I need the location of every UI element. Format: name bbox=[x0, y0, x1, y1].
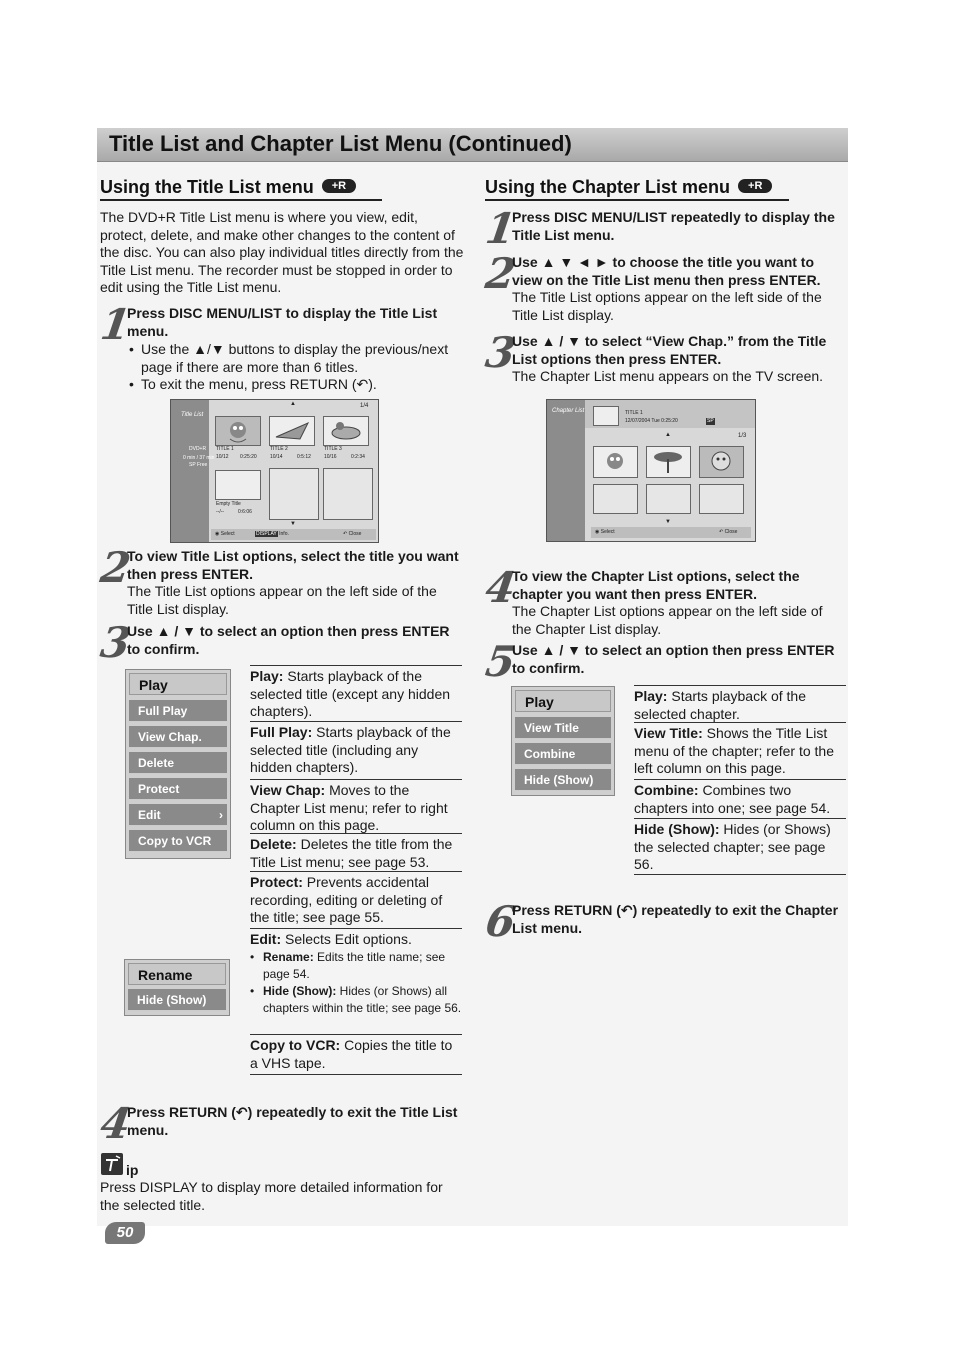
step-number: 4 bbox=[482, 563, 519, 612]
chapter-options-menu bbox=[511, 686, 615, 796]
disc-free: SP Free bbox=[189, 462, 208, 468]
step-number: 2 bbox=[482, 249, 519, 298]
def-view-title: View Title: Shows the Title List menu of the chapter; refer to the left column on this page. bbox=[634, 722, 846, 779]
chapter-title-name: TITLE 1 bbox=[625, 410, 643, 416]
step-title: Press RETURN (↶) repeatedly to exit the Title List menu. bbox=[127, 1104, 458, 1138]
title-name: TITLE 1 bbox=[216, 446, 234, 452]
step-bullets bbox=[127, 341, 476, 394]
def-hide-show: Hide (Show): Hides (or Shows) the selected chapter; see page 56. bbox=[634, 818, 846, 875]
screen-label: Chapter List bbox=[552, 408, 585, 414]
title-duration: 0:2:34 bbox=[351, 454, 365, 460]
step-number: 1 bbox=[482, 204, 519, 253]
empty-slot bbox=[646, 484, 691, 514]
step-title: To view Title List options, select the title you want then press ENTER. bbox=[127, 548, 459, 582]
def-copy-to-vcr: Copy to VCR: Copies the title to a VHS tape. bbox=[250, 1034, 462, 1075]
menu-item-full-play[interactable]: Full Play bbox=[129, 700, 227, 722]
title-name: TITLE 2 bbox=[270, 446, 288, 452]
title-thumbnail[interactable] bbox=[269, 416, 315, 446]
title-duration: 0:25:20 bbox=[240, 454, 257, 460]
def-play: Play: Starts playback of the selected chapter. bbox=[634, 685, 846, 723]
step-title: Use ▲ / ▼ to select an option then press ENTER to confirm. bbox=[127, 623, 450, 657]
chapter-list-screen bbox=[546, 399, 756, 542]
chapter-thumbnail[interactable] bbox=[699, 446, 744, 478]
edit-submenu bbox=[124, 959, 230, 1016]
footer-select: ◉ Select bbox=[595, 529, 615, 535]
empty-title-duration: 0:6:06 bbox=[238, 509, 252, 515]
screen-label: Title List bbox=[181, 412, 204, 418]
def-hide-show: • Hide (Show): Hides (or Shows) all chapters within the title; see page 56. bbox=[250, 983, 462, 1015]
chapter-list-heading: Using the Chapter List menu +R bbox=[485, 177, 772, 198]
step-number: 6 bbox=[482, 897, 519, 946]
menu-item-view-chap[interactable]: View Chap. bbox=[129, 726, 227, 748]
page-title: Title List and Chapter List Menu (Continued) bbox=[109, 131, 572, 156]
chapter-thumbnail[interactable] bbox=[593, 446, 638, 478]
step-number: 5 bbox=[482, 637, 519, 686]
step-text: The Chapter List menu appears on the TV screen. bbox=[512, 368, 824, 384]
def-delete: Delete: Deletes the title from the Title List menu; see page 53. bbox=[250, 833, 462, 872]
step-title: Press RETURN (↶) repeatedly to exit the Chapter List menu. bbox=[512, 902, 839, 936]
def-protect: Protect: Prevents accidental recording, editing or deleting of the title; see page 55. bbox=[250, 871, 462, 928]
title-duration: 0:5:12 bbox=[297, 454, 311, 460]
empty-slot bbox=[699, 484, 744, 514]
chevron-right-icon: › bbox=[219, 808, 223, 822]
chapter-thumbnail[interactable] bbox=[646, 446, 691, 478]
title-date: 10/14 bbox=[270, 454, 283, 460]
step-text: The Chapter List options appear on the left side of the Chapter List display. bbox=[512, 603, 823, 637]
step-number: 2 bbox=[97, 543, 134, 592]
footer-close: ↶ Close bbox=[343, 531, 362, 537]
step-text: The Title List options appear on the left side of the Title List display. bbox=[127, 583, 437, 617]
menu-item-combine[interactable]: Combine bbox=[515, 743, 611, 765]
title-thumbnail[interactable] bbox=[323, 416, 369, 446]
title-list-heading: Using the Title List menu +R bbox=[100, 177, 356, 198]
def-view-chap: View Chap: Moves to the Chapter List menu; refer to right column on this page. bbox=[250, 779, 462, 833]
title-list-screen bbox=[170, 399, 379, 543]
menu-item-view-title[interactable]: View Title bbox=[515, 717, 611, 739]
step-title: Use ▲ ▼ ◄ ► to choose the title you want to view on the Title List menu then press ENTER. bbox=[512, 254, 821, 288]
dvd-plus-r-badge: +R bbox=[322, 179, 356, 193]
heading-rule bbox=[100, 199, 382, 201]
def-full-play: Full Play: Starts playback of the selected title (including any hidden chapters). bbox=[250, 721, 462, 779]
record-mode-badge: SP bbox=[707, 418, 714, 424]
step-number: 3 bbox=[482, 328, 519, 377]
step-text: The Title List options appear on the left side of the Title List display. bbox=[512, 289, 822, 323]
chapter-title-date: 12/07/2004 Tue 0:25:20 bbox=[625, 418, 678, 424]
up-arrow-icon: ▲ bbox=[290, 401, 296, 407]
page-title-bar bbox=[97, 128, 848, 162]
intro-paragraph: The DVD+R Title List menu is where you view, edit, protect, delete, and make other changes to the content of the disc. You can also play individual titles directly from the Title List menu. The recorder must be stopped in order to edit using the Title List menu. bbox=[100, 209, 464, 296]
def-edit: Edit: Selects Edit options. • Rename: Edits the title name; see page 54. • Hide (Show): Hides (or Shows) all chapters within the title; see page 56. bbox=[250, 928, 462, 1034]
title-thumbnail[interactable] bbox=[215, 416, 261, 446]
title-options-menu bbox=[125, 669, 231, 859]
dvd-plus-r-badge: +R bbox=[738, 179, 772, 193]
empty-title-name: Empty Title bbox=[216, 501, 241, 507]
down-arrow-icon: ▼ bbox=[665, 519, 671, 525]
footer-select: ◉ Select bbox=[215, 531, 235, 537]
submenu-item-rename[interactable]: Rename bbox=[128, 963, 226, 985]
menu-item-play[interactable]: Play bbox=[515, 690, 611, 712]
submenu-item-hide-show[interactable]: Hide (Show) bbox=[128, 989, 226, 1011]
empty-slot bbox=[323, 468, 373, 520]
up-arrow-icon: ▲ bbox=[665, 432, 671, 438]
menu-item-hide-show[interactable]: Hide (Show) bbox=[515, 769, 611, 791]
down-arrow-icon: ▼ bbox=[290, 521, 296, 527]
menu-item-protect[interactable]: Protect bbox=[129, 778, 227, 800]
title-date: 10/16 bbox=[324, 454, 337, 460]
step-number: 3 bbox=[97, 618, 134, 667]
title-date: 10/12 bbox=[216, 454, 229, 460]
bullet-item: • Use the ▲/▼ buttons to display the previous/next page if there are more than 6 titles. bbox=[141, 341, 476, 376]
bullet-item: • To exit the menu, press RETURN (↶). bbox=[141, 376, 476, 394]
tip-text: Press DISPLAY to display more detailed information for the selected title. bbox=[100, 1179, 443, 1213]
def-combine: Combine: Combines two chapters into one; see page 54. bbox=[634, 779, 846, 818]
step-title: Use ▲ / ▼ to select an option then press ENTER to confirm. bbox=[512, 642, 835, 676]
title-thumbnail bbox=[593, 406, 619, 426]
step-title: Press DISC MENU/LIST repeatedly to display the Title List menu. bbox=[512, 209, 835, 243]
tip-label: ip bbox=[126, 1162, 139, 1178]
menu-item-edit[interactable]: Edit › bbox=[129, 804, 227, 826]
step-title: Use ▲ / ▼ to select “View Chap.” from the Title List options then press ENTER. bbox=[512, 333, 827, 367]
menu-item-delete[interactable]: Delete bbox=[129, 752, 227, 774]
step-number: 1 bbox=[97, 300, 134, 349]
def-play: Play: Starts playback of the selected title (except any hidden chapters). bbox=[250, 665, 462, 721]
empty-title-thumbnail[interactable] bbox=[215, 470, 261, 500]
disc-usage: 0 min / 37 min bbox=[183, 455, 215, 461]
page-indicator: 1/4 bbox=[360, 403, 369, 409]
page-number: 50 bbox=[105, 1222, 145, 1244]
title-name: TITLE 3 bbox=[324, 446, 342, 452]
menu-item-play[interactable]: Play bbox=[129, 673, 227, 695]
disc-type: DVD+R bbox=[189, 446, 207, 452]
tip-icon bbox=[101, 1153, 123, 1175]
def-rename: • Rename: Edits the title name; see page 54. bbox=[250, 949, 446, 981]
footer-info: DISPLAY Info. bbox=[256, 531, 289, 537]
page-indicator: 1/3 bbox=[738, 433, 747, 439]
step-title: Press DISC MENU/LIST to display the Title List menu. bbox=[127, 305, 438, 339]
footer-close: ↶ Close bbox=[719, 529, 738, 535]
menu-item-copy-to-vcr[interactable]: Copy to VCR bbox=[129, 830, 227, 852]
empty-slot bbox=[269, 468, 319, 520]
heading-rule bbox=[485, 199, 789, 201]
step-number: 4 bbox=[97, 1099, 134, 1148]
step-title: To view the Chapter List options, select the chapter you want then press ENTER. bbox=[512, 568, 800, 602]
empty-title-date: --/-- bbox=[216, 509, 225, 515]
empty-slot bbox=[593, 484, 638, 514]
